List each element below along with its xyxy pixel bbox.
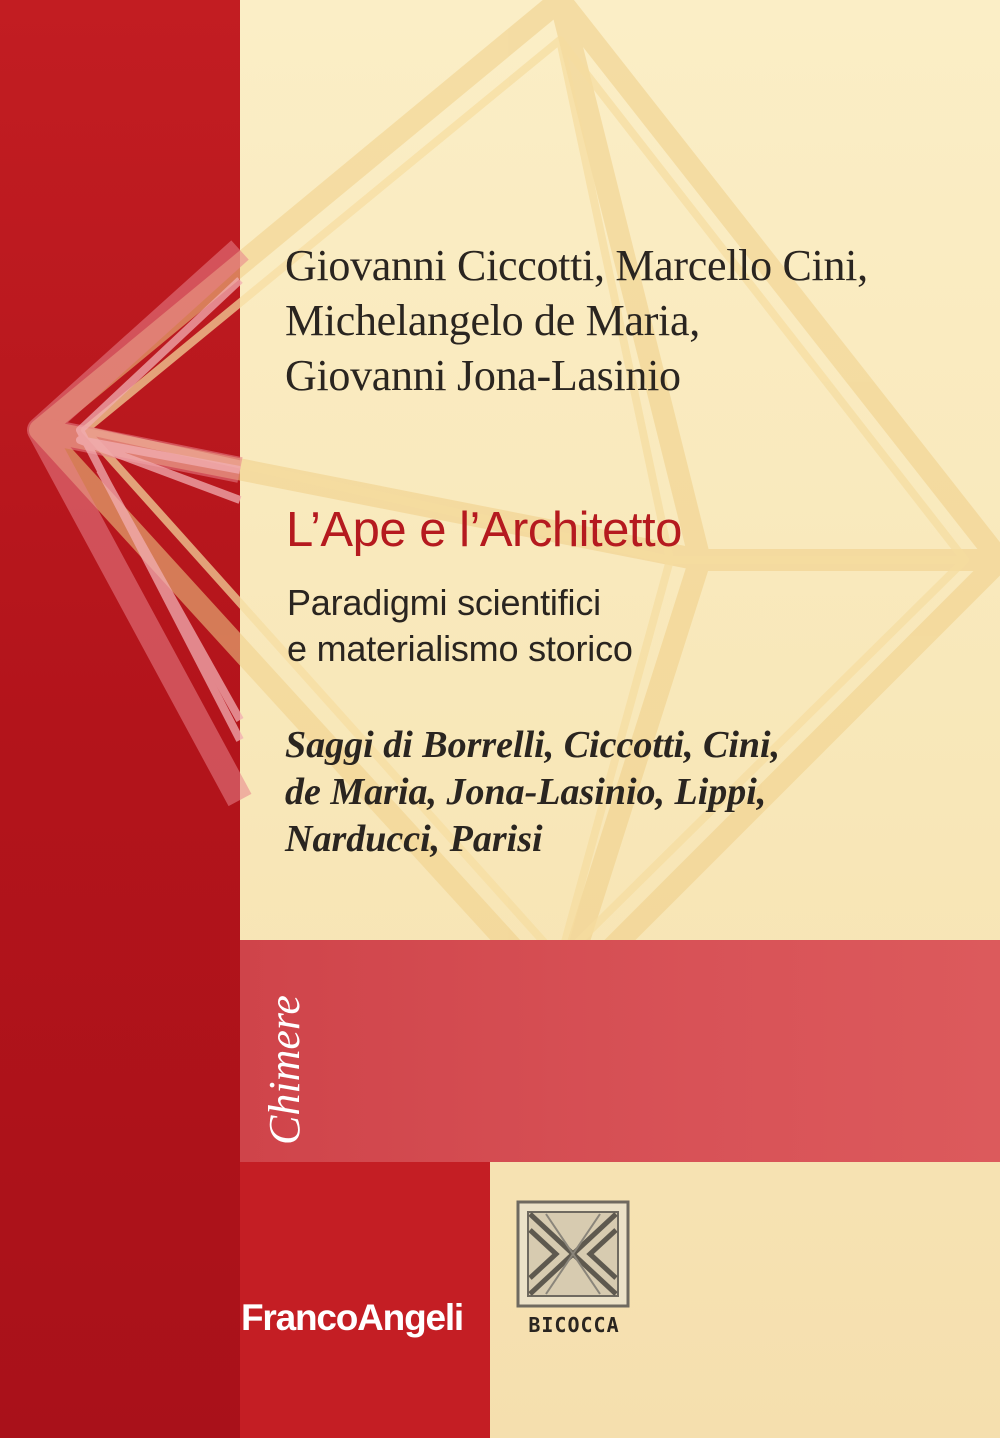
contributors-line: Narducci, Parisi (285, 818, 543, 860)
bicocca-logo-icon (516, 1200, 630, 1308)
subtitle-line: e materialismo storico (287, 628, 633, 669)
subtitle-line: Paradigmi scientifici (287, 582, 601, 623)
contributors-line: Saggi di Borrelli, Ciccotti, Cini, (285, 724, 781, 766)
contributors-line: de Maria, Jona-Lasinio, Lippi, (285, 771, 767, 813)
imprint-label: BICOCCA (528, 1313, 620, 1337)
essay-contributors (285, 722, 780, 863)
author-line: Giovanni Jona-Lasinio (285, 351, 681, 400)
series-band (240, 940, 1000, 1162)
author-line: Giovanni Ciccotti, Marcello Cini, (285, 241, 868, 290)
book-subtitle (287, 580, 633, 672)
publisher-name: FrancoAngeli (241, 1297, 464, 1338)
book-title: L’Ape e l’Architetto (286, 503, 682, 557)
author-line: Michelangelo de Maria, (285, 296, 700, 345)
author-list (285, 238, 868, 403)
series-name: Chimere (260, 995, 309, 1145)
